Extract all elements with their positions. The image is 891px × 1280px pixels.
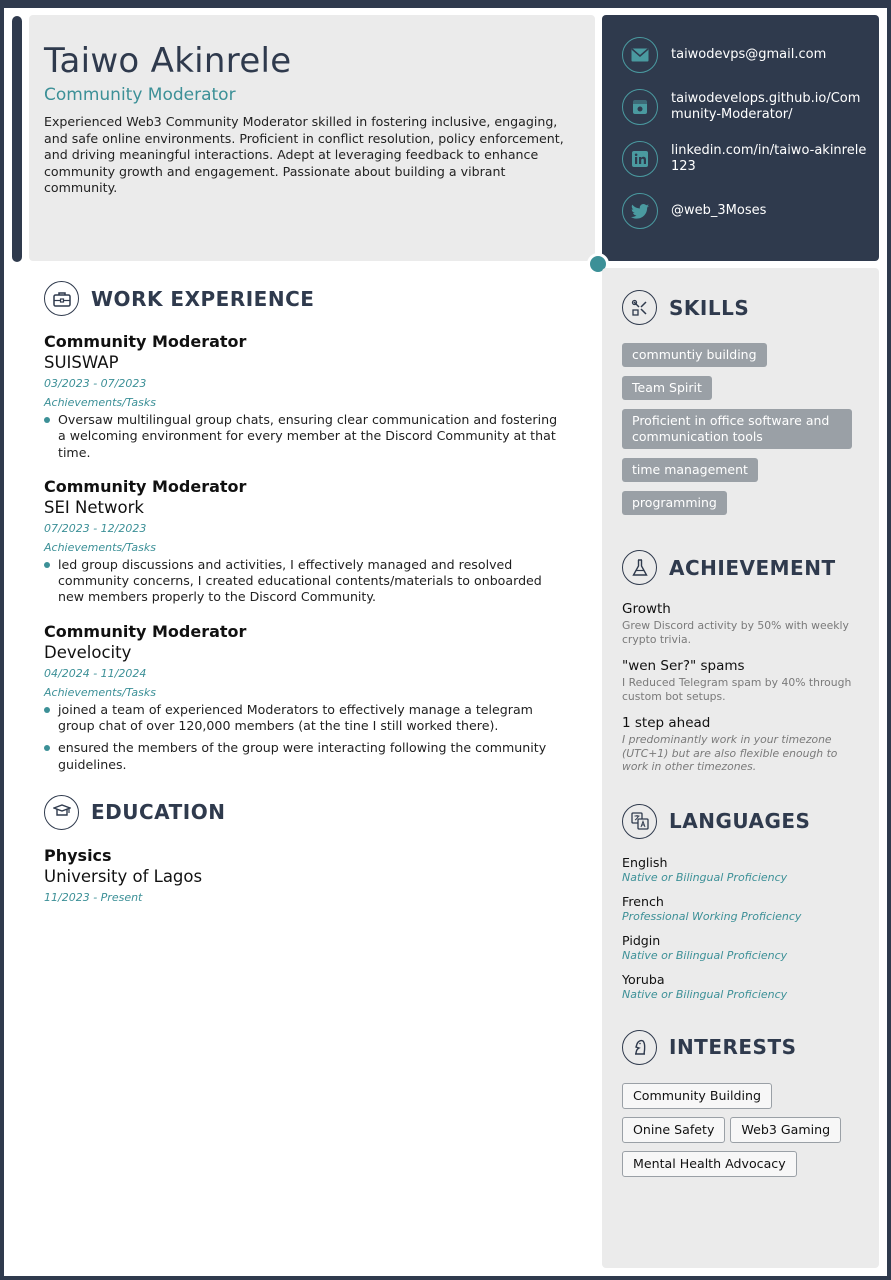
language-name: Yoruba bbox=[622, 971, 665, 987]
language-level: Native or Bilingual Proficiency bbox=[622, 948, 788, 962]
job-role: Community Moderator bbox=[44, 621, 247, 641]
job-dates: 04/2024 - 11/2024 bbox=[44, 666, 147, 680]
skill-tag: Proficient in office software and communication tools bbox=[622, 409, 852, 449]
skills-section-header bbox=[622, 290, 859, 325]
tools-icon bbox=[622, 290, 657, 325]
interests-section-title: INTERESTS bbox=[669, 1035, 797, 1059]
contact-linkedin[interactable] bbox=[622, 141, 867, 177]
language-level: Native or Bilingual Proficiency bbox=[622, 870, 788, 884]
job-bullets bbox=[44, 702, 564, 773]
job-dates: 03/2023 - 07/2023 bbox=[44, 377, 147, 390]
job-entry bbox=[44, 332, 564, 461]
browser-icon bbox=[622, 89, 658, 125]
summary: Experienced Web3 Community Moderator skilled in fostering inclusive, engaging, and safe online environments. Proficient in conflict resolution, policy enforcement, and driving meaningful interactions. Adept at leveraging feedback to enhance community growth and engagement. Passionate about building a vibrant community. bbox=[44, 114, 564, 195]
contact-website[interactable] bbox=[622, 89, 867, 125]
language-name: Pidgin bbox=[622, 932, 661, 948]
achievement-title: "wen Ser?" spams bbox=[622, 658, 745, 674]
person-name: Taiwo Akinrele bbox=[44, 41, 292, 81]
language-name: English bbox=[622, 854, 668, 870]
job-company: SEI Network bbox=[44, 497, 144, 517]
achievement-section-header bbox=[622, 550, 859, 585]
language-name: French bbox=[622, 893, 664, 909]
languages-section-title: LANGUAGES bbox=[669, 809, 811, 833]
header bbox=[29, 15, 595, 261]
job-bullet: led group discussions and activities, I effectively managed and resolved community concerns, I created educational contents/materials to onboarded new members properly to the Discord Community. bbox=[44, 557, 564, 606]
briefcase-icon bbox=[44, 281, 79, 316]
main-column bbox=[44, 281, 564, 905]
languages-section-header bbox=[622, 804, 859, 839]
job-title: Community Moderator bbox=[44, 85, 236, 105]
school: University of Lagos bbox=[44, 866, 203, 886]
education-section-header bbox=[44, 795, 564, 830]
interest-tag: Onine Safety bbox=[622, 1117, 725, 1143]
skill-tag: communtiy building bbox=[622, 343, 767, 367]
interest-tag: Mental Health Advocacy bbox=[622, 1151, 797, 1177]
degree: Physics bbox=[44, 845, 112, 865]
translate-icon bbox=[622, 804, 657, 839]
job-entry bbox=[44, 622, 564, 773]
job-company: SUISWAP bbox=[44, 353, 119, 372]
graduation-cap-icon bbox=[44, 795, 79, 830]
email-text: taiwodevps@gmail.com bbox=[671, 47, 827, 62]
linkedin-icon bbox=[622, 141, 658, 177]
job-bullet: Oversaw multilingual group chats, ensuring clear communication and fostering a welcoming environment for every member at the Discord Community at that time. bbox=[44, 412, 564, 461]
education-section-title: EDUCATION bbox=[91, 800, 226, 825]
interests-section-header bbox=[622, 1030, 859, 1065]
job-bullet: ensured the members of the group were interacting following the community guidelines. bbox=[44, 740, 564, 773]
work-section-header bbox=[44, 281, 564, 316]
job-company: Develocity bbox=[44, 642, 132, 662]
resume-page bbox=[4, 8, 887, 1276]
interest-tag: Community Building bbox=[622, 1083, 772, 1109]
job-bullets bbox=[44, 557, 564, 606]
achievement-item bbox=[622, 601, 859, 646]
language-item bbox=[622, 972, 859, 1002]
contact-email[interactable] bbox=[622, 37, 867, 73]
twitter-icon bbox=[622, 193, 658, 229]
achievement-title: 1 step ahead bbox=[622, 715, 711, 731]
language-level: Native or Bilingual Proficiency bbox=[622, 987, 788, 1001]
twitter-text: @web_3Moses bbox=[671, 203, 767, 218]
job-bullets bbox=[44, 412, 564, 461]
skill-tag: programming bbox=[622, 491, 727, 515]
achievement-section-title: ACHIEVEMENT bbox=[669, 555, 836, 580]
job-entry bbox=[44, 477, 564, 606]
job-role: Community Moderator bbox=[44, 332, 247, 351]
skill-tags bbox=[622, 343, 859, 524]
education-dates: 11/2023 - Present bbox=[44, 890, 143, 904]
contact-twitter[interactable] bbox=[622, 193, 867, 229]
skill-tag: Team Spirit bbox=[622, 376, 712, 400]
education-entry bbox=[44, 846, 564, 905]
sidebar bbox=[602, 268, 879, 1268]
achievement-item bbox=[622, 658, 859, 703]
skills-section-title: SKILLS bbox=[669, 295, 750, 320]
contact-panel bbox=[602, 15, 879, 261]
language-item bbox=[622, 933, 859, 963]
job-bullet: joined a team of experienced Moderators to effectively manage a telegram group chat of over 120,000 members (at the tine I still worked there). bbox=[44, 702, 564, 735]
language-item bbox=[622, 855, 859, 885]
website-text: taiwodevelops.github.io/Community-Moderator/ bbox=[671, 91, 861, 122]
achievement-desc: Grew Discord activity by 50% with weekly crypto trivia. bbox=[622, 619, 849, 646]
interest-tag: Web3 Gaming bbox=[730, 1117, 841, 1143]
accent-bar bbox=[12, 16, 22, 262]
achievement-desc: I Reduced Telegram spam by 40% through custom bot setups. bbox=[622, 676, 852, 703]
achievement-title: Growth bbox=[622, 601, 671, 617]
job-dates: 07/2023 - 12/2023 bbox=[44, 521, 147, 535]
job-role: Community Moderator bbox=[44, 476, 247, 496]
job-tasks-label: Achievements/Tasks bbox=[44, 685, 156, 699]
achievement-desc: I predominantly work in your timezone (UTC+1) but are also flexible enough to work in other timezones. bbox=[622, 733, 838, 773]
skill-tag: time management bbox=[622, 458, 758, 482]
language-level: Professional Working Proficiency bbox=[622, 909, 802, 923]
linkedin-text: linkedin.com/in/taiwo-akinrele123 bbox=[671, 143, 867, 174]
interest-tags bbox=[622, 1083, 859, 1185]
flask-icon bbox=[622, 550, 657, 585]
work-section-title: WORK EXPERIENCE bbox=[91, 286, 315, 311]
job-tasks-label: Achievements/Tasks bbox=[44, 540, 156, 554]
achievement-item bbox=[622, 715, 859, 774]
job-tasks-label: Achievements/Tasks bbox=[44, 396, 156, 409]
language-item bbox=[622, 894, 859, 924]
mail-icon bbox=[622, 37, 658, 73]
chess-knight-icon bbox=[622, 1030, 657, 1065]
